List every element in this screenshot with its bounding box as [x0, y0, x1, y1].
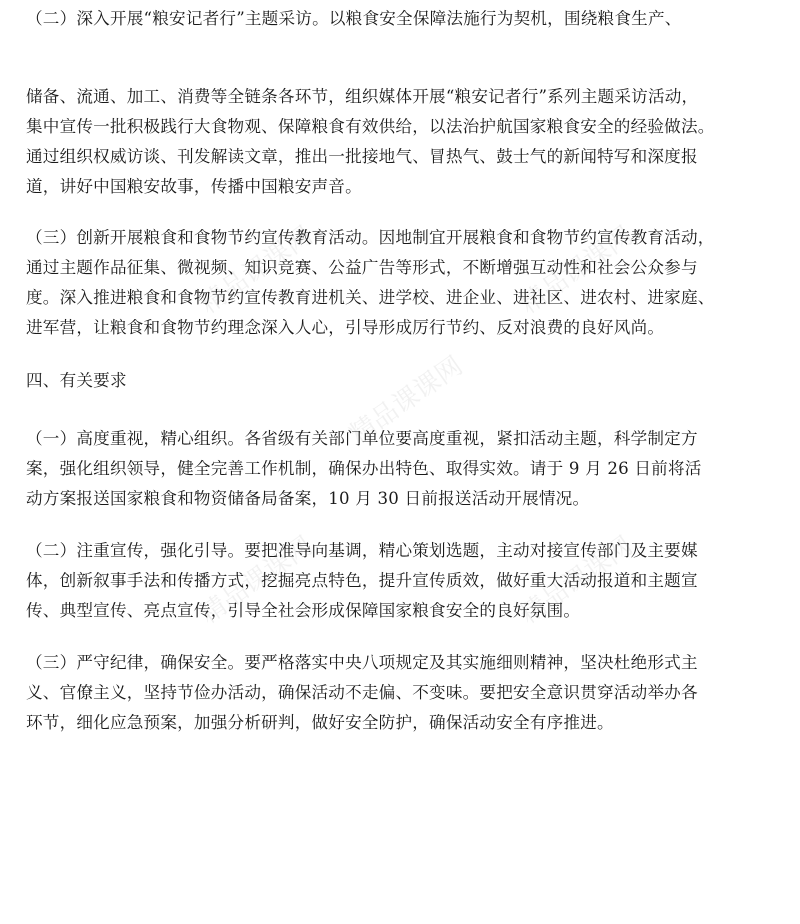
- requirement-2-line-2: 体，创新叙事手法和传播方式，挖掘亮点特色，提升宣传质效，做好重大活动报道和主题宣: [26, 571, 698, 590]
- section-heading: 四、有关要求: [26, 371, 127, 390]
- paragraph-3-line-3: 度。深入推进粮食和食物节约宣传教育进机关、进学校、进企业、进社区、进农村、进家庭、: [26, 288, 715, 307]
- paragraph-2-line-5: 道，讲好中国粮安故事，传播中国粮安声音。: [26, 177, 362, 196]
- paragraph-2-line-4: 通过组织权威访谈、刊发解读文章，推出一批接地气、冒热气、鼓士气的新闻特写和深度报: [26, 147, 698, 166]
- watermark-text: 精品课课网: [344, 350, 469, 451]
- watermark-text: 精品课课网: [194, 530, 319, 631]
- watermark-text: 精品课课网: [514, 530, 639, 631]
- paragraph-2-line-3: 集中宣传一批积极践行大食物观、保障粮食有效供给，以法治护航国家粮食安全的经验做法。: [26, 117, 715, 136]
- requirement-2-line-1: （二）注重宣传，强化引导。要把准导向基调，精心策划选题，主动对接宣传部门及主要媒: [26, 541, 698, 560]
- requirement-3-line-1: （三）严守纪律，确保安全。要严格落实中央八项规定及其实施细则精神，坚决杜绝形式主: [26, 653, 698, 672]
- requirement-3-line-2: 义、官僚主义，坚持节俭办活动，确保活动不走偏、不变味。要把安全意识贯穿活动举办各: [26, 683, 698, 702]
- requirement-1-line-3: 动方案报送国家粮食和物资储备局备案，10 月 30 日前报送活动开展情况。: [26, 489, 590, 508]
- paragraph-3-line-1: （三）创新开展粮食和食物节约宣传教育活动。因地制宜开展粮食和食物节约宣传教育活动，: [26, 228, 715, 247]
- requirement-1-line-1: （一）高度重视，精心组织。各省级有关部门单位要高度重视，紧扣活动主题，科学制定方: [26, 429, 698, 448]
- paragraph-3-line-2: 通过主题作品征集、微视频、知识竞赛、公益广告等形式，不断增强互动性和社会公众参与: [26, 258, 698, 277]
- paragraph-2-line-1: （二）深入开展“粮安记者行”主题采访。以粮食安全保障法施行为契机，围绕粮食生产、: [26, 9, 682, 28]
- watermark-text: 精品课课网: [194, 220, 319, 321]
- paragraph-2-line-2: 储备、流通、加工、消费等全链条各环节，组织媒体开展“粮安记者行”系列主题采访活动，: [26, 87, 699, 106]
- requirement-2-line-3: 传、典型宣传、亮点宣传，引导全社会形成保障国家粮食安全的良好氛围。: [26, 601, 581, 620]
- requirement-1-line-2: 案，强化组织领导，健全完善工作机制，确保办出特色、取得实效。请于 9 月 26 日前将活: [26, 459, 702, 478]
- watermark-text: 精品课课网: [514, 220, 639, 321]
- requirement-3-line-3: 环节，细化应急预案，加强分析研判，做好安全防护，确保活动安全有序推进。: [26, 713, 614, 732]
- paragraph-3-line-4: 进军营，让粮食和食物节约理念深入人心，引导形成厉行节约、反对浪费的良好风尚。: [26, 318, 665, 337]
